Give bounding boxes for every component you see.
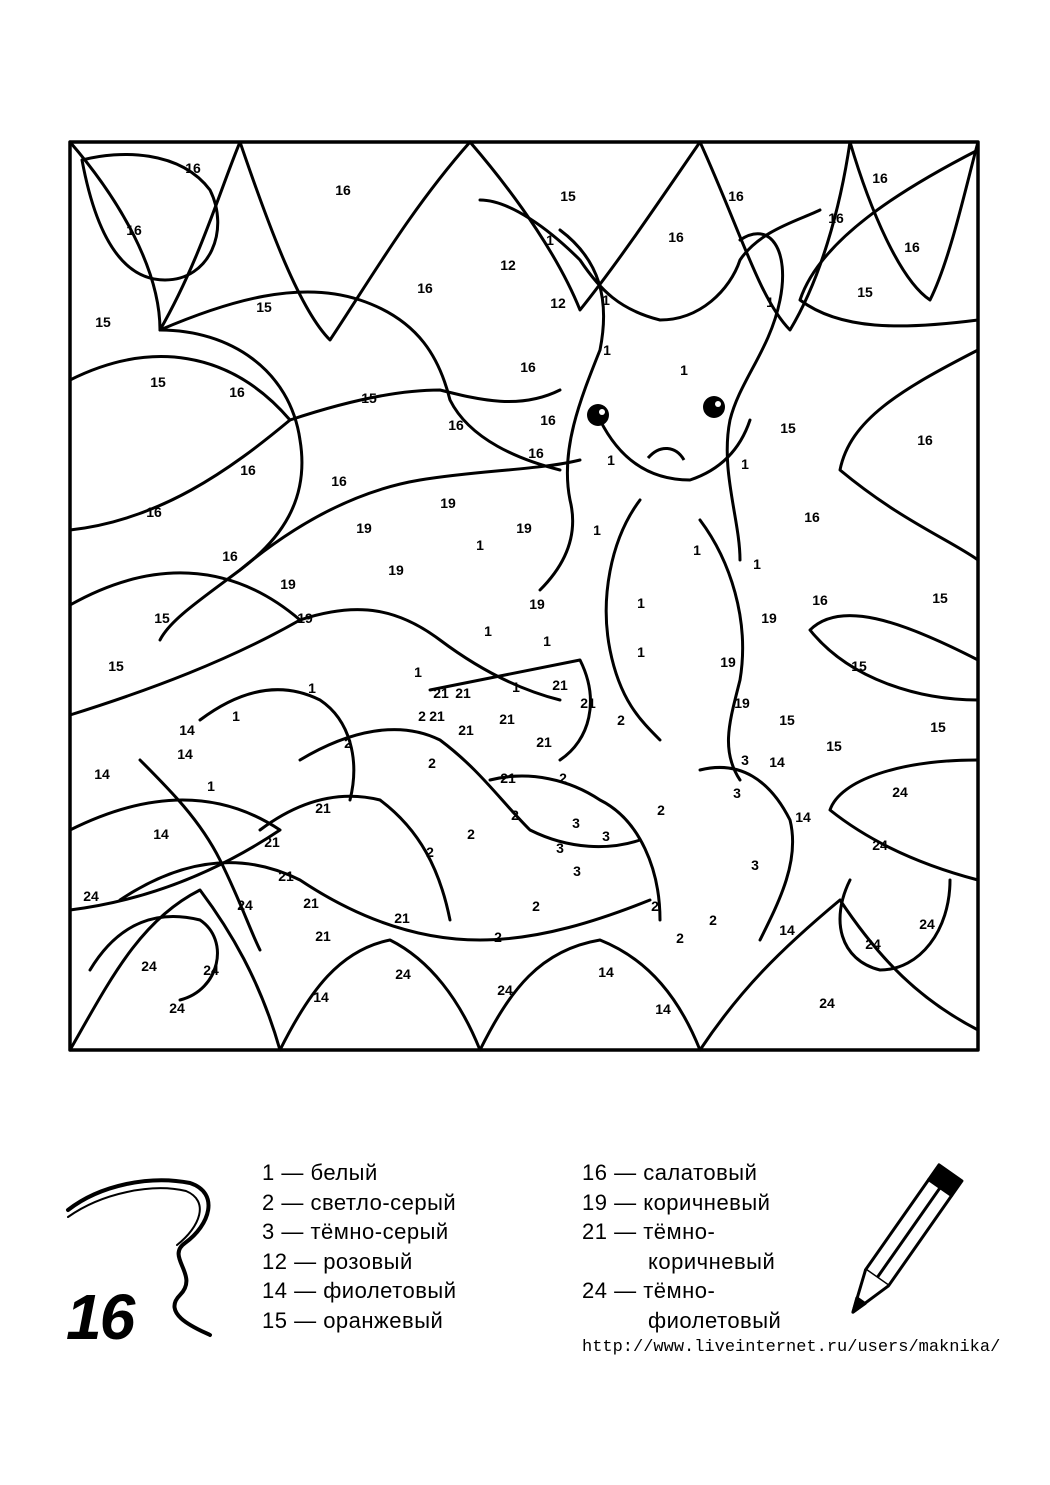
region-number: 16 [417,280,433,296]
legend-item: 2 — светло-серый [262,1189,457,1215]
region-number: 3 [556,840,564,856]
region-number: 2 [494,929,502,945]
region-number: 15 [930,719,946,735]
region-number: 2 [651,898,659,914]
region-number: 16 [126,222,142,238]
region-number: 1 [308,680,316,696]
region-number: 16 [146,504,162,520]
region-number: 3 [751,857,759,873]
region-number: 21 [499,711,515,727]
region-number: 15 [857,284,873,300]
region-number: 16 [904,239,920,255]
region-number: 21 [264,834,280,850]
region-number: 16 [448,417,464,433]
region-number: 15 [361,390,377,406]
legend-item: 15 — оранжевый [262,1307,444,1333]
region-number: 21 [455,685,471,701]
region-number: 1 [741,456,749,472]
region-number: 1 [753,556,761,572]
region-number: 16 [335,182,351,198]
legend-item: 24 — тёмно- [582,1278,716,1303]
region-number: 24 [203,962,219,978]
page-number: 16 [66,1281,134,1353]
region-number: 1 [593,522,601,538]
region-number: 15 [560,188,576,204]
region-number: 21 [394,910,410,926]
color-legend-left [262,1158,457,1335]
region-number: 24 [497,982,513,998]
legend-item: 1 — белый [262,1160,378,1185]
region-number: 1 [607,452,615,468]
region-number: 24 [892,784,908,800]
region-number: 21 [536,734,552,750]
region-number: 1 [766,294,774,310]
region-number: 2 [709,912,717,928]
region-number: 15 [95,314,111,330]
region-number: 24 [141,958,157,974]
region-number: 21 [580,695,596,711]
region-number: 16 [872,170,888,186]
region-number: 14 [795,809,811,825]
legend-item: 21 — тёмно- [582,1219,716,1244]
region-number: 16 [804,509,820,525]
region-number: 2 [532,898,540,914]
legend-item: 14 — фиолетовый [262,1278,457,1303]
source-url: http://www.liveinternet.ru/users/maknika/ [582,1338,1001,1357]
region-number: 24 [395,966,411,982]
region-number: 15 [256,299,272,315]
region-number: 14 [769,754,785,770]
region-number: 3 [733,785,741,801]
region-number: 15 [150,374,166,390]
region-number: 2 [676,930,684,946]
legend-item-continuation: фиолетовый [648,1307,782,1333]
region-number: 15 [779,712,795,728]
region-number: 24 [819,995,835,1011]
region-number: 24 [872,837,888,853]
region-number: 2 [657,802,665,818]
region-number: 14 [779,922,795,938]
region-number: 15 [851,658,867,674]
eye-left [587,404,609,426]
region-number: 1 [232,708,240,724]
region-number: 19 [297,610,313,626]
region-number: 15 [826,738,842,754]
region-number: 16 [728,188,744,204]
region-number: 1 [512,679,520,695]
region-number: 19 [761,610,777,626]
region-number: 14 [153,826,169,842]
region-number: 21 [500,770,516,786]
region-number: 19 [734,695,750,711]
region-number: 21 [315,800,331,816]
region-number: 16 [812,592,828,608]
color-legend-right [582,1158,781,1335]
region-number: 21 [458,722,474,738]
region-number: 16 [240,462,256,478]
region-number: 2 [559,770,567,786]
region-number: 16 [229,384,245,400]
pencil-icon [820,1150,980,1340]
region-number: 2 [426,844,434,860]
region-number: 1 [476,537,484,553]
region-number: 14 [655,1001,671,1017]
region-number: 12 [500,257,516,273]
legend-item-continuation: коричневый [648,1248,776,1274]
region-number: 2 [428,755,436,771]
region-number: 2 [617,712,625,728]
region-number: 19 [516,520,532,536]
eye-right [703,396,725,418]
region-number: 3 [602,828,610,844]
region-number: 1 [637,644,645,660]
legend-item: 19 — коричневый [582,1189,771,1215]
region-number: 16 [185,160,201,176]
region-number: 15 [108,658,124,674]
region-number: 19 [720,654,736,670]
region-number: 2 [467,826,475,842]
region-number: 21 [303,895,319,911]
region-number: 3 [573,863,581,879]
region-number: 2 [511,807,519,823]
mouth [648,448,684,460]
region-number: 1 [680,362,688,378]
region-number: 21 [429,708,445,724]
region-number: 15 [932,590,948,606]
region-number: 21 [552,677,568,693]
region-number: 16 [540,412,556,428]
region-number: 1 [484,623,492,639]
region-number: 1 [414,664,422,680]
region-number: 19 [356,520,372,536]
region-number: 14 [177,746,193,762]
region-number: 24 [169,1000,185,1016]
region-number: 1 [543,633,551,649]
region-number: 1 [207,778,215,794]
region-number: 21 [433,685,449,701]
region-number: 16 [828,210,844,226]
region-number: 14 [94,766,110,782]
region-number: 16 [331,473,347,489]
region-number: 21 [278,868,294,884]
region-number: 14 [313,989,329,1005]
legend-item: 12 — розовый [262,1248,413,1274]
region-number: 15 [154,610,170,626]
legend-item: 3 — тёмно-серый [262,1219,449,1244]
legend-item: 16 — салатовый [582,1160,758,1185]
region-number: 24 [919,916,935,932]
region-number: 15 [780,420,796,436]
region-number: 24 [865,936,881,952]
region-number: 19 [280,576,296,592]
region-number: 16 [520,359,536,375]
region-number: 3 [741,752,749,768]
region-number: 2 [418,708,426,724]
region-number: 19 [529,596,545,612]
region-number: 1 [693,542,701,558]
region-number: 2 [344,735,352,751]
region-number: 1 [602,292,610,308]
region-number: 19 [388,562,404,578]
region-number: 3 [572,815,580,831]
region-outlines [70,142,978,1050]
region-number: 14 [598,964,614,980]
region-number: 21 [315,928,331,944]
region-number: 16 [917,432,933,448]
region-number: 16 [222,548,238,564]
region-number: 14 [179,722,195,738]
region-number: 24 [83,888,99,904]
region-number: 16 [528,445,544,461]
region-number: 1 [546,232,554,248]
region-number: 1 [637,595,645,611]
region-number: 12 [550,295,566,311]
region-number: 1 [603,342,611,358]
region-number: 24 [237,897,253,913]
region-number: 19 [440,495,456,511]
region-number: 16 [668,229,684,245]
